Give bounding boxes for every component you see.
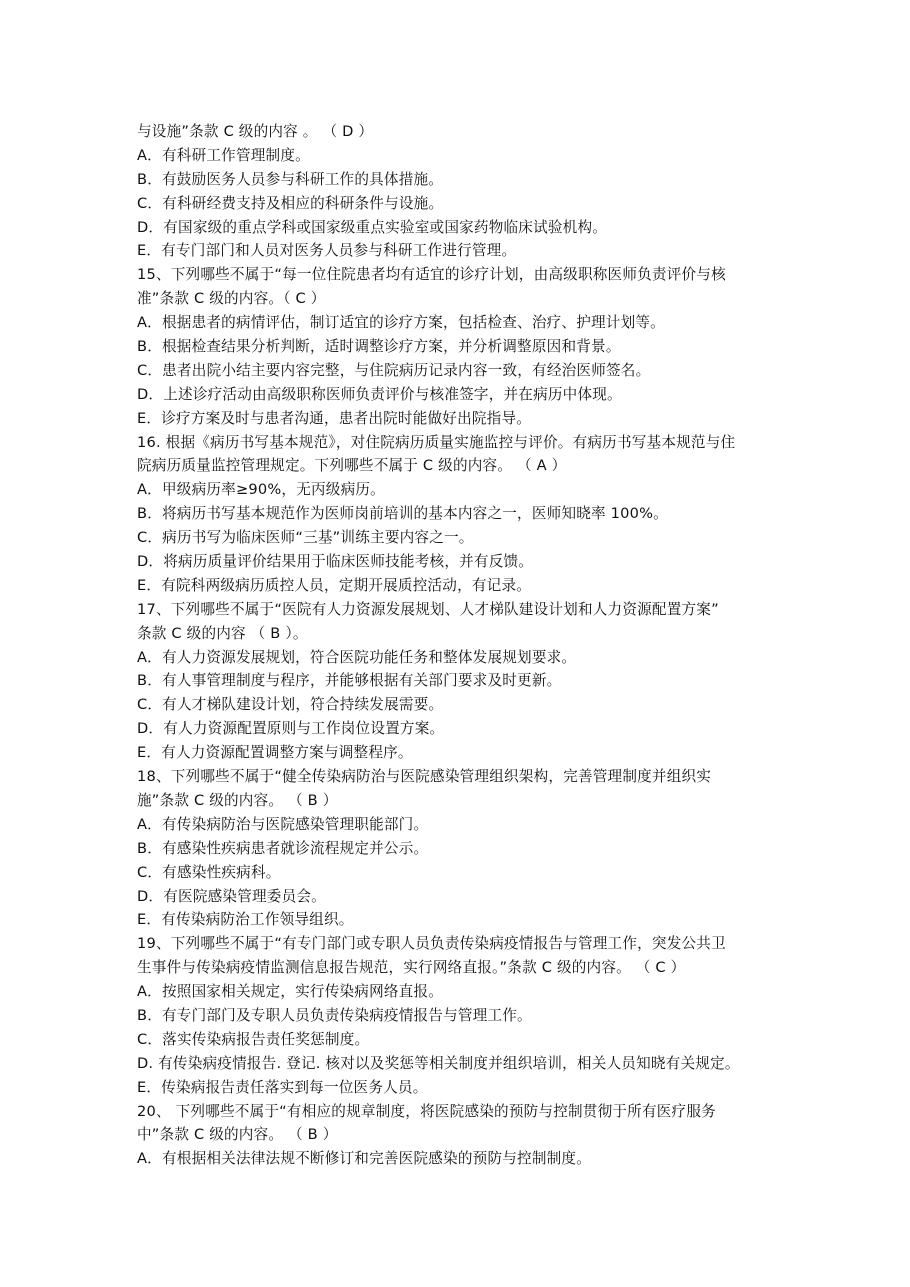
document-body <box>137 120 797 1171</box>
question-18-cont: 施”条款 C 级的内容。 （ B ） <box>137 791 338 809</box>
option-e: E．有专门部门和人员对医务人员参与科研工作进行管理。 <box>137 242 517 260</box>
option-e: E．有人力资源配置调整方案与调整程序。 <box>137 744 413 762</box>
question-16: 16. 根据《病历书写基本规范》，对住院病历质量实施监控与评价。有病历书写基本规范与住 <box>137 433 736 451</box>
option-e: E．有院科两级病历质控人员，定期开展质控活动，有记录。 <box>137 576 532 594</box>
option-a: A．根据患者的病情评估，制订适宜的诊疗方案，包括检查、治疗、护理计划等。 <box>137 314 665 332</box>
option-c: C．落实传染病报告责任奖惩制度。 <box>137 1030 370 1048</box>
option-c: C．有科研经费支持及相应的科研条件与设施。 <box>137 194 444 212</box>
option-a: A．按照国家相关规定，实行传染病网络直报。 <box>137 983 444 1001</box>
option-d: D．有国家级的重点学科或国家级重点实验室或国家药物临床试验机构。 <box>137 218 608 236</box>
option-a: A．有科研工作管理制度。 <box>137 146 310 164</box>
option-b: B．有鼓励医务人员参与科研工作的具体措施。 <box>137 170 444 188</box>
option-a: A．有传染病防治与医院感染管理职能部门。 <box>137 815 429 833</box>
question-18: 18、下列哪些不属于“健全传染病防治与医院感染管理组织架构，完善管理制度并组织实 <box>137 768 712 786</box>
question-15: 15、下列哪些不属于“每一位住院患者均有适宜的诊疗计划，由高级职称医师负责评价与核 <box>137 266 726 284</box>
question-16-cont: 院病历质量监控管理规定。下列哪些不属于 C 级的内容。 （ A ） <box>137 457 567 475</box>
option-c: C．患者出院小结主要内容完整，与住院病历记录内容一致，有经治医师签名。 <box>137 361 651 379</box>
option-b: B．有专门部门及专职人员负责传染病疫情报告与管理工作。 <box>137 1006 532 1024</box>
option-b: B．根据检查结果分析判断，适时调整诊疗方案，并分析调整原因和背景。 <box>137 338 621 356</box>
option-d: D. 有传染病疫情报告. 登记. 核对以及奖惩等相关制度并组织培训，相关人员知晓有关规定。 <box>137 1054 740 1072</box>
option-d: D．上述诊疗活动由高级职称医师负责评价与核准签字，并在病历中体现。 <box>137 385 622 403</box>
option-e: E．传染病报告责任落实到每一位医务人员。 <box>137 1078 428 1096</box>
option-d: D．有医院感染管理委员会。 <box>137 887 326 905</box>
option-e: E．诊疗方案及时与患者沟通，患者出院时能做好出院指导。 <box>137 409 532 427</box>
option-d: D．有人力资源配置原则与工作岗位设置方案。 <box>137 720 445 738</box>
question-19: 19、下列哪些不属于“有专门部门或专职人员负责传染病疫情报告与管理工作，突发公共卫 <box>137 935 726 953</box>
question-15-cont: 准”条款 C 级的内容。（ C ） <box>137 290 326 308</box>
option-d: D．将病历质量评价结果用于临床医师技能考核，并有反馈。 <box>137 553 534 571</box>
question-17: 17、下列哪些不属于“医院有人力资源发展规划、人才梯队建设计划和人力资源配置方案” <box>137 600 719 618</box>
question-17-cont: 条款 C 级的内容 （ B ）。 <box>137 624 308 642</box>
option-c: C．病历书写为临床医师“三基”训练主要内容之一。 <box>137 529 474 547</box>
option-b: B．将病历书写基本规范作为医师岗前培训的基本内容之一，医师知晓率 100%。 <box>137 505 668 523</box>
option-a: A．有人力资源发展规划，符合医院功能任务和整体发展规划要求。 <box>137 648 577 666</box>
option-a: A．甲级病历率≥90%，无丙级病历。 <box>137 481 385 499</box>
question-20: 20、 下列哪些不属于“有相应的规章制度，将医院感染的预防与控制贯彻于所有医疗服务 <box>137 1102 716 1120</box>
option-e: E．有传染病防治工作领导组织。 <box>137 911 354 929</box>
question-19-cont: 生事件与传染病疫情监测信息报告规范，实行网络直报。”条款 C 级的内容。 （ C ） <box>137 959 686 977</box>
option-b: B．有感染性疾病患者就诊流程规定并公示。 <box>137 839 429 857</box>
question-20-cont: 中”条款 C 级的内容。 （ B ） <box>137 1126 338 1144</box>
option-b: B．有人事管理制度与程序，并能够根据有关部门要求及时更新。 <box>137 672 562 690</box>
option-c: C．有感染性疾病科。 <box>137 863 281 881</box>
option-a: A．有根据相关法律法规不断修订和完善医院感染的预防与控制制度。 <box>137 1150 591 1168</box>
option-c: C．有人才梯队建设计划，符合持续发展需要。 <box>137 696 444 714</box>
text-line: 与设施”条款 C 级的内容 。 （ D ） <box>137 123 374 140</box>
